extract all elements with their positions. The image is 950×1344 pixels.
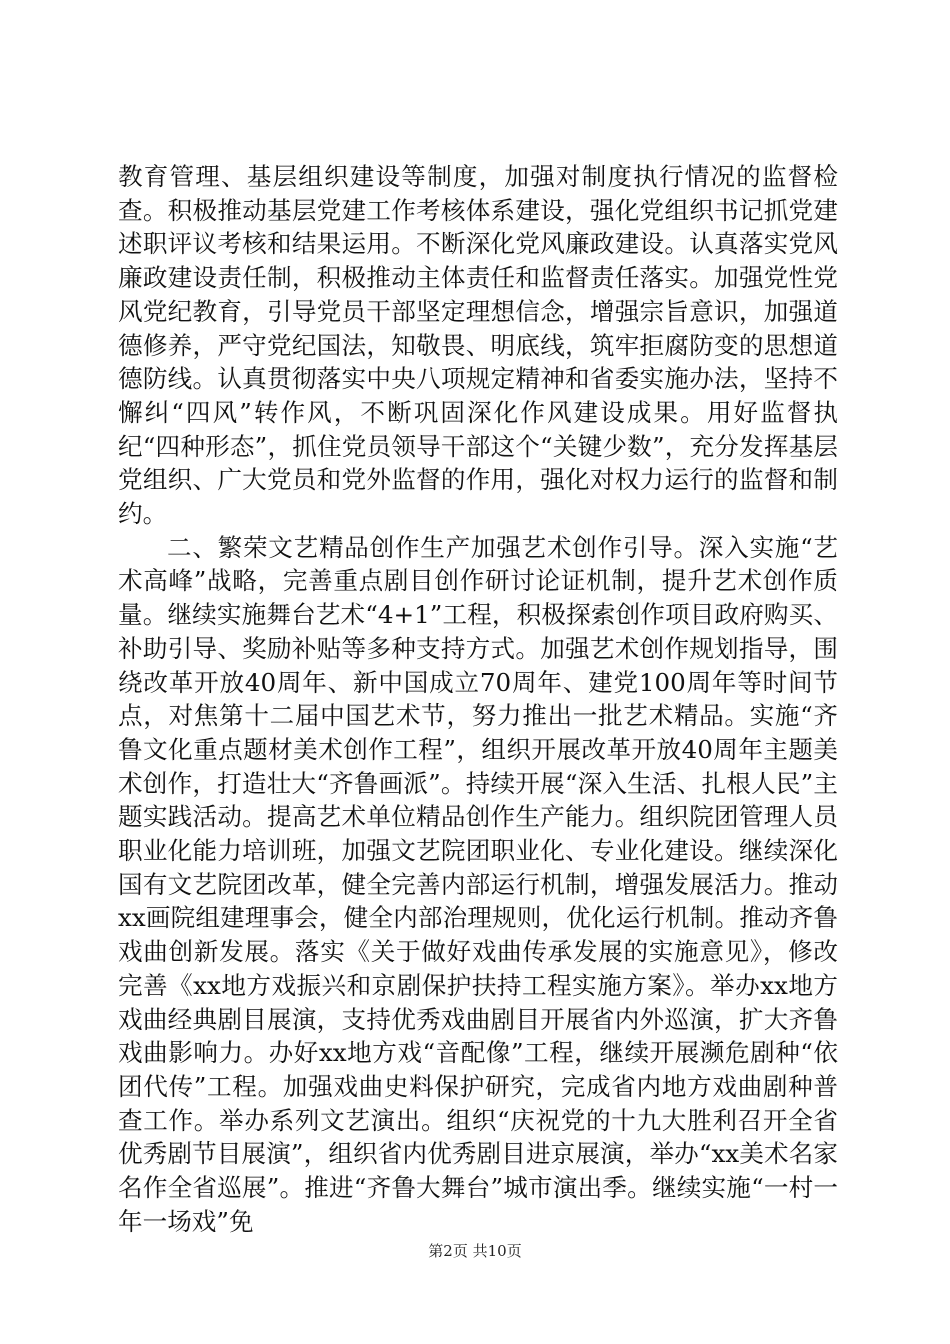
body-paragraph-1: 教育管理、基层组织建设等制度，加强对制度执行情况的监督检查。积极推动基层党建工作考核体系建设，强化党组织书记抓党建述职评议考核和结果运用。不断深化党风廉政建设。认真落实党风廉政建设责任制，积极推动主体责任和监督责任落实。加强党性党风党纪教育，引导党员干部坚定理想信念，增强宗旨意识，加强道德修养，严守党纪国法，知敬畏、明底线，筑牢拒腐防变的思想道德防线。认真贯彻落实中央八项规定精神和省委实施办法，坚持不懈纠“四风”转作风，不断巩固深化作风建设成果。用好监督执纪“四种形态”，抓住党员领导干部这个“关键少数”，充分发挥基层党组织、广大党员和党外监督的作用，强化对权力运行的监督和制约。 <box>118 162 838 529</box>
page-footer-number: 第2页 共10页 <box>428 1242 522 1260</box>
document-body <box>118 160 838 1239</box>
body-paragraph-2: 二、繁荣文艺精品创作生产加强艺术创作引导。深入实施“艺术高峰”战略，完善重点剧目创作研讨论证机制，提升艺术创作质量。继续实施舞台艺术“4+1”工程，积极探索创作项目政府购买、补助引导、奖励补贴等多种支持方式。加强艺术创作规划指导，围绕改革开放40周年、新中国成立70周年、建党100周年等时间节点，对焦第十二届中国艺术节，努力推出一批艺术精品。实施“齐鲁文化重点题材美术创作工程”，组织开展改革开放40周年主题美术创作，打造壮大“齐鲁画派”。持续开展“深入生活、扎根人民”主题实践活动。提高艺术单位精品创作生产能力。组织院团管理人员职业化能力培训班，加强文艺院团职业化、专业化建设。继续深化国有文艺院团改革，健全完善内部运行机制，增强发展活力。推动xx画院组建理事会，健全内部治理规则，优化运行机制。推动齐鲁戏曲创新发展。落实《关于做好戏曲传承发展的实施意见》，修改完善《xx地方戏振兴和京剧保护扶持工程实施方案》。举办xx地方戏曲经典剧目展演，支持优秀戏曲剧目开展省内外巡演，扩大齐鲁戏曲影响力。办好xx地方戏“音配像”工程，继续开展濒危剧种“依团代传”工程。加强戏曲史料保护研究，完成省内地方戏曲剧种普查工作。举办系列文艺演出。组织“庆祝党的十九大胜利召开全省优秀剧节目展演”，组织省内优秀剧目进京展演，举办“xx美术名家名作全省巡展”。推进“齐鲁大舞台”城市演出季。继续实施“一村一年一场戏”免 <box>118 532 838 1236</box>
